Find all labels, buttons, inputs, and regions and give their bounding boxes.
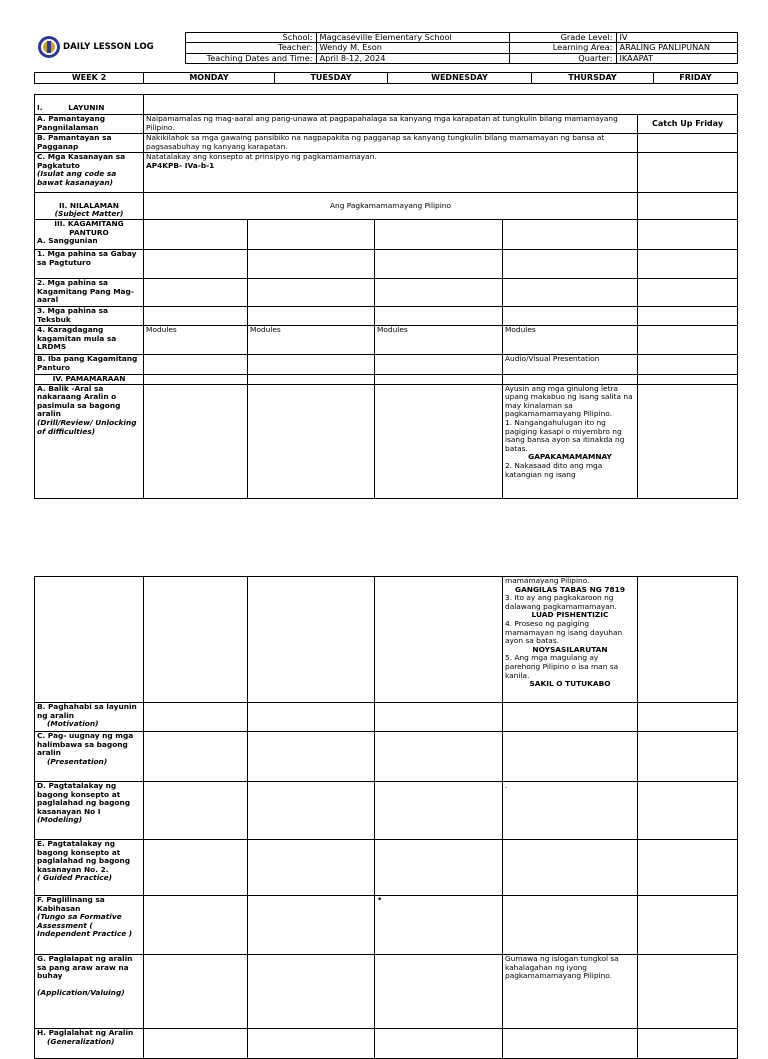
grade-value: IV <box>616 33 737 43</box>
dates-label: Teaching Dates and Time: <box>185 53 316 63</box>
magaaral-tue <box>248 279 375 307</box>
pamantayang-pangnilalaman-text: Naipamamalas ng mag-aaral ang pang-unawa at pagpapahalaga sa kanyang mga karapatan at tungkulin bilang mamamayang Pilipino. <box>144 115 638 134</box>
answer-5: SAKIL O TUTUKABO <box>529 679 611 689</box>
week-row-table <box>34 72 738 84</box>
h-thu <box>503 1029 638 1059</box>
f-thu <box>503 896 638 955</box>
balik-aral-label: A. Balik -Aral sa nakaraang Aralin o pasimula sa bagong aralin (Drill/Review/ Unlocking of difficulties) <box>35 384 144 498</box>
item-5: 5. Ang mga magulang ay parehong Pilipino o isa man sa kanila. <box>505 653 619 680</box>
catch-up-friday: Catch Up Friday <box>638 115 738 134</box>
item-2-start: 2. Nakasaad dito ang mga katangian ng isang <box>505 460 603 479</box>
answer-3: LUAD PISHENTIZIC <box>531 610 609 620</box>
kagamitan-mon <box>144 220 248 250</box>
item-3: 3. Ito ay ang pagkakaroon ng dalawang pagkamamamayan. <box>505 593 617 611</box>
activity-intro: Ayusin ang mga ginulong letra upang makabuo ng isang salita na may kinalaman sa pagkamamamayang Pilipino. <box>505 384 633 419</box>
g-tue <box>248 955 375 1029</box>
competency-code: AP4KPB- IVa-b-1 <box>146 160 215 170</box>
balik-wed <box>375 384 503 498</box>
d-fri <box>638 782 738 840</box>
area-value: ARALING PANLIPUNAN <box>616 43 737 53</box>
kagamitan-fri <box>638 220 738 250</box>
h-wed <box>375 1029 503 1059</box>
d-thu: . <box>503 782 638 840</box>
item-1: 1. Nangangahulugan ito ng pagiging kasapi o miyembro ng isang bansa ayon sa itinakda ng batas. <box>505 417 625 453</box>
cont-fri <box>638 577 738 703</box>
e-fri <box>638 840 738 896</box>
magaaral-fri <box>638 279 738 307</box>
answer-4: NOYSASILARUTAN <box>532 644 608 654</box>
d-mon <box>144 782 248 840</box>
quarter-label: Quarter: <box>509 53 616 63</box>
item-2-end: mamamayang Pilipino. <box>505 576 590 585</box>
day-wednesday: WEDNESDAY <box>388 73 532 84</box>
d-tue <box>248 782 375 840</box>
cont-mon <box>144 577 248 703</box>
pagtatalakay-2-label: E. Pagtatalakay ng bagong konsepto at paglalahad ng bagong kasanayan No. 2. ( Guided Practice) <box>35 840 144 896</box>
kagamitan-wed <box>375 220 503 250</box>
pam-wed <box>375 375 503 385</box>
balik-tue <box>248 384 375 498</box>
paglalapat-label: G. Paglalapat ng aralin sa pang araw araw na buhay (Application/Valuing) <box>35 955 144 1029</box>
modules-tuesday: Modules <box>248 326 375 355</box>
magaaral-label: 2. Mga pahina sa Kagamitang Pang Mag-aaral <box>35 279 144 307</box>
week-label: WEEK 2 <box>35 73 144 84</box>
document-title: DAILY LESSON LOG <box>63 42 154 53</box>
modules-monday: Modules <box>144 326 248 355</box>
pamantayang-pangnilalaman-label: A. Pamantayang Pangnilalaman <box>35 115 144 134</box>
iba-tue <box>248 355 375 375</box>
lesson-table-continued <box>34 576 738 1059</box>
lesson-table <box>34 94 738 499</box>
iba-mon <box>144 355 248 375</box>
layunin-heading: I. LAYUNIN <box>35 95 144 115</box>
f-fri <box>638 896 738 955</box>
kagamitan-thu <box>503 220 638 250</box>
teksbuk-thu <box>503 307 638 326</box>
teacher-value: Wendy M. Eson <box>316 43 509 53</box>
paghahabi-mon <box>144 703 248 732</box>
paglilinang-label: F. Paglilinang sa Kabihasan (Tungo sa Formative Assessment ( Independent Practice ) <box>35 896 144 955</box>
f-tue <box>248 896 375 955</box>
answer-1: GAPAKAMAMAMNAY <box>528 452 612 462</box>
e-thu <box>503 840 638 896</box>
item-4: 4. Proseso ng pagiging mamamayan ng isang dayuhan ayon sa batas. <box>505 618 623 646</box>
teksbuk-wed <box>375 307 503 326</box>
pam-fri <box>638 375 738 385</box>
g-wed <box>375 955 503 1029</box>
school-label: School: <box>185 33 316 43</box>
day-friday: FRIDAY <box>654 73 738 84</box>
kasanayan-label: C. Mga Kasanayan sa Pagkatuto (Isulat ang code sa bawat kasanayan) <box>35 153 144 193</box>
pagganap-friday <box>638 134 738 153</box>
karagdagang-label: 4. Karagdagang kagamitan mula sa LRDMS <box>35 326 144 355</box>
teksbuk-fri <box>638 307 738 326</box>
modules-thursday: Modules <box>503 326 638 355</box>
gabay-wed <box>375 250 503 279</box>
audio-visual-thursday: Audio/Visual Presentation <box>503 355 638 375</box>
e-tue <box>248 840 375 896</box>
school-value: Magcaseville Elementary School <box>316 33 509 43</box>
paghahabi-wed <box>375 703 503 732</box>
kasanayan-text: Natatalakay ang konsepto at prinsipyo ng pagkamamamayan. AP4KPB- IVa-b-1 <box>144 153 638 193</box>
kagamitan-label: III. KAGAMITANG PANTURO A. Sanggunian <box>35 220 144 250</box>
gabay-tue <box>248 250 375 279</box>
cont-wed <box>375 577 503 703</box>
answer-2: GANGILAS TABAS NG 7819 <box>515 584 625 594</box>
pam-tue <box>248 375 375 385</box>
day-monday: MONDAY <box>144 73 275 84</box>
uugnay-thu <box>503 732 638 782</box>
f-mon <box>144 896 248 955</box>
teksbuk-mon <box>144 307 248 326</box>
f-wed-bullet: • <box>375 896 503 955</box>
paglalahat-label: H. Paglalahat ng Aralin (Generalization) <box>35 1029 144 1059</box>
gabay-thu <box>503 250 638 279</box>
nilalaman-friday <box>638 193 738 220</box>
area-label: Learning Area: <box>509 43 616 53</box>
e-wed <box>375 840 503 896</box>
pamantayan-pagganap-label: B. Pamantayan sa Pagganap <box>35 134 144 153</box>
pam-mon <box>144 375 248 385</box>
balik-mon <box>144 384 248 498</box>
pamantayan-pagganap-text: Nakikilahok sa mga gawaing pansibiko na nagpapakita ng pagganap sa kanyang tungkulin bilang mamamayan ng bansa at pagsasabuhay ng kanyang karapatan. <box>144 134 638 153</box>
nilalaman-label: II. NILALAMAN (Subject Matter) <box>35 193 144 220</box>
cont-tue <box>248 577 375 703</box>
modules-wednesday: Modules <box>375 326 503 355</box>
gabay-fri <box>638 250 738 279</box>
d-wed <box>375 782 503 840</box>
cont-label <box>35 577 144 703</box>
gabay-mon <box>144 250 248 279</box>
iba-wed <box>375 355 503 375</box>
teksbuk-label: 3. Mga pahina sa Teksbuk <box>35 307 144 326</box>
paghahabi-tue <box>248 703 375 732</box>
activity-continued <box>503 577 638 703</box>
h-mon <box>144 1029 248 1059</box>
magaaral-thu <box>503 279 638 307</box>
kasanayan-friday <box>638 153 738 193</box>
header-logo-cell <box>34 33 185 64</box>
modules-fri <box>638 326 738 355</box>
pamamaraan-heading: IV. PAMAMARAAN <box>35 375 144 385</box>
magaaral-wed <box>375 279 503 307</box>
deped-seal-icon <box>37 35 61 61</box>
paghahabi-thu <box>503 703 638 732</box>
iba-fri <box>638 355 738 375</box>
paglalapat-thursday: Gumawa ng islogan tungkol sa kahalagahan ng iyong pagkamamamayang Pilipino. <box>503 955 638 1029</box>
day-tuesday: TUESDAY <box>275 73 388 84</box>
h-tue <box>248 1029 375 1059</box>
grade-label: Grade Level: <box>509 33 616 43</box>
uugnay-wed <box>375 732 503 782</box>
g-mon <box>144 955 248 1029</box>
dates-value: April 8-12, 2024 <box>316 53 509 63</box>
gabay-label: 1. Mga pahina sa Gabay sa Pagtuturo <box>35 250 144 279</box>
h-fri <box>638 1029 738 1059</box>
pam-thu <box>503 375 638 385</box>
uugnay-mon <box>144 732 248 782</box>
paghahabi-label: B. Paghahabi sa layunin ng aralin (Motivation) <box>35 703 144 732</box>
g-fri <box>638 955 738 1029</box>
layunin-blank <box>144 95 738 115</box>
uugnay-fri <box>638 732 738 782</box>
header-table <box>34 32 738 64</box>
kagamitan-tue <box>248 220 375 250</box>
nilalaman-text: Ang Pagkamamamayang Pilipino <box>144 193 638 220</box>
teacher-label: Teacher: <box>185 43 316 53</box>
paghahabi-fri <box>638 703 738 732</box>
quarter-value: IKAAPAT <box>616 53 737 63</box>
day-thursday: THURSDAY <box>532 73 654 84</box>
uugnay-tue <box>248 732 375 782</box>
pag-uugnay-label: C. Pag- uugnay ng mga halimbawa sa bagong aralin (Presentation) <box>35 732 144 782</box>
pagtatalakay-1-label: D. Pagtatalakay ng bagong konsepto at paglalahad ng bagong kasanayan No I (Modeling) <box>35 782 144 840</box>
teksbuk-tue <box>248 307 375 326</box>
balik-fri <box>638 384 738 498</box>
magaaral-mon <box>144 279 248 307</box>
balik-aral-activity <box>503 384 638 498</box>
iba-label: B. Iba pang Kagamitang Panturo <box>35 355 144 375</box>
e-mon <box>144 840 248 896</box>
